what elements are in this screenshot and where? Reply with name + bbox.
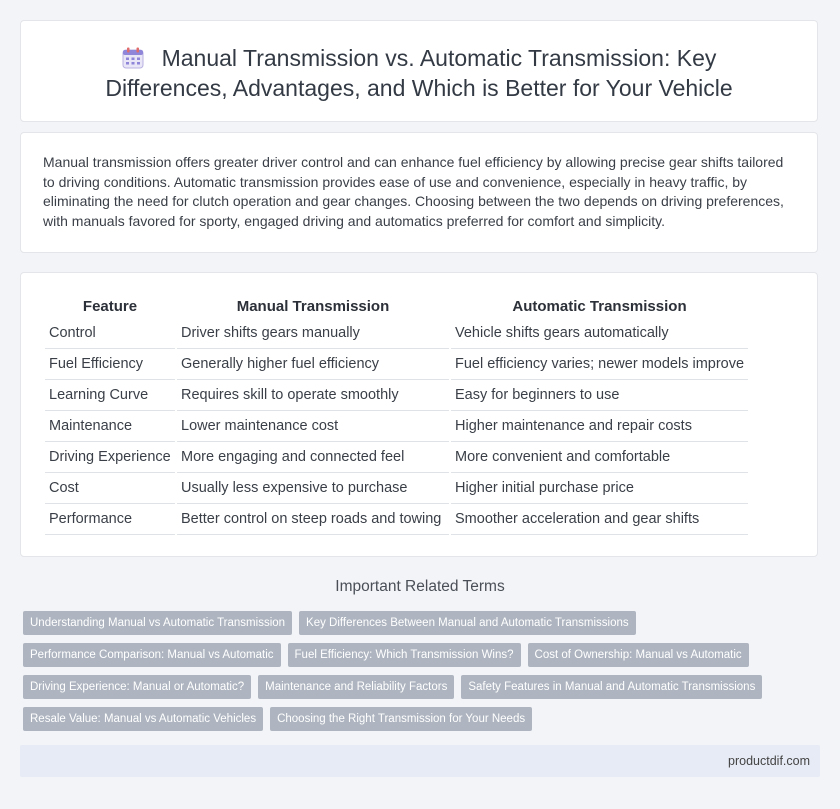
table-row (45, 442, 748, 473)
tag-row (23, 611, 823, 635)
cell-feature: Maintenance (45, 411, 175, 442)
header-automatic: Automatic Transmission (512, 298, 687, 315)
related-term-tag[interactable]: Maintenance and Reliability Factors (258, 675, 454, 699)
cell-feature: Performance (45, 504, 175, 535)
footer (20, 745, 820, 777)
header-manual: Manual Transmission (236, 298, 390, 315)
table-row (45, 380, 748, 411)
related-term-tag[interactable]: Understanding Manual vs Automatic Transmission (23, 611, 292, 635)
page-title-text: Manual Transmission vs. Automatic Transmission: Key Differences, Advantages, and Which is Better for Your Vehicle (105, 45, 733, 101)
related-term-tag[interactable]: Key Differences Between Manual and Automatic Transmissions (299, 611, 636, 635)
cell-manual: Better control on steep roads and towing (177, 504, 449, 535)
cell-feature: Control (45, 318, 175, 349)
intro-paragraph: Manual transmission offers greater driver control and can enhance fuel efficiency by allowing precise gear shifts tailored to driving conditions. Automatic transmission provides ease of use and convenience, especially in heavy traffic, by eliminating the need for clutch operation and gear changes. Choosing between the two depends on driving preferences, with manuals favored for sporty, engaged driving and automatics preferred for comfort and simplicity. (43, 154, 784, 229)
related-terms-title: Important Related Terms (335, 578, 505, 595)
table-row (45, 411, 748, 442)
table-row (45, 504, 748, 535)
header-feature: Feature (82, 298, 138, 315)
tag-row (23, 643, 823, 667)
title-card (20, 20, 818, 122)
cell-feature: Fuel Efficiency (45, 349, 175, 380)
comparison-card (20, 272, 818, 557)
cell-feature: Learning Curve (45, 380, 175, 411)
cell-automatic: Easy for beginners to use (451, 380, 748, 411)
comparison-table (43, 293, 750, 535)
related-term-tag[interactable]: Resale Value: Manual vs Automatic Vehicles (23, 707, 263, 731)
cell-manual: Driver shifts gears manually (177, 318, 449, 349)
cell-automatic: More convenient and comfortable (451, 442, 748, 473)
cell-automatic: Smoother acceleration and gear shifts (451, 504, 748, 535)
cell-manual: Requires skill to operate smoothly (177, 380, 449, 411)
table-row (45, 318, 748, 349)
table-row (45, 349, 748, 380)
related-terms-list (23, 611, 823, 739)
tag-row (23, 707, 823, 731)
related-term-tag[interactable]: Driving Experience: Manual or Automatic? (23, 675, 251, 699)
cell-automatic: Higher maintenance and repair costs (451, 411, 748, 442)
cell-manual: Lower maintenance cost (177, 411, 449, 442)
cell-automatic: Higher initial purchase price (451, 473, 748, 504)
intro-card (20, 132, 818, 253)
related-term-tag[interactable]: Safety Features in Manual and Automatic Transmissions (461, 675, 762, 699)
cell-automatic: Vehicle shifts gears automatically (451, 318, 748, 349)
related-term-tag[interactable]: Choosing the Right Transmission for Your Needs (270, 707, 532, 731)
cell-feature: Driving Experience (45, 442, 175, 473)
cell-manual: More engaging and connected feel (177, 442, 449, 473)
table-header-row (45, 293, 748, 318)
tag-row (23, 675, 823, 699)
cell-feature: Cost (45, 473, 175, 504)
calendar-icon (122, 47, 144, 69)
related-term-tag[interactable]: Fuel Efficiency: Which Transmission Wins? (288, 643, 521, 667)
related-term-tag[interactable]: Cost of Ownership: Manual vs Automatic (528, 643, 749, 667)
cell-manual: Generally higher fuel efficiency (177, 349, 449, 380)
page-title (21, 43, 817, 103)
table-row (45, 473, 748, 504)
footer-site[interactable]: productdif.com (728, 754, 810, 768)
cell-automatic: Fuel efficiency varies; newer models improve (451, 349, 748, 380)
cell-manual: Usually less expensive to purchase (177, 473, 449, 504)
related-term-tag[interactable]: Performance Comparison: Manual vs Automatic (23, 643, 281, 667)
